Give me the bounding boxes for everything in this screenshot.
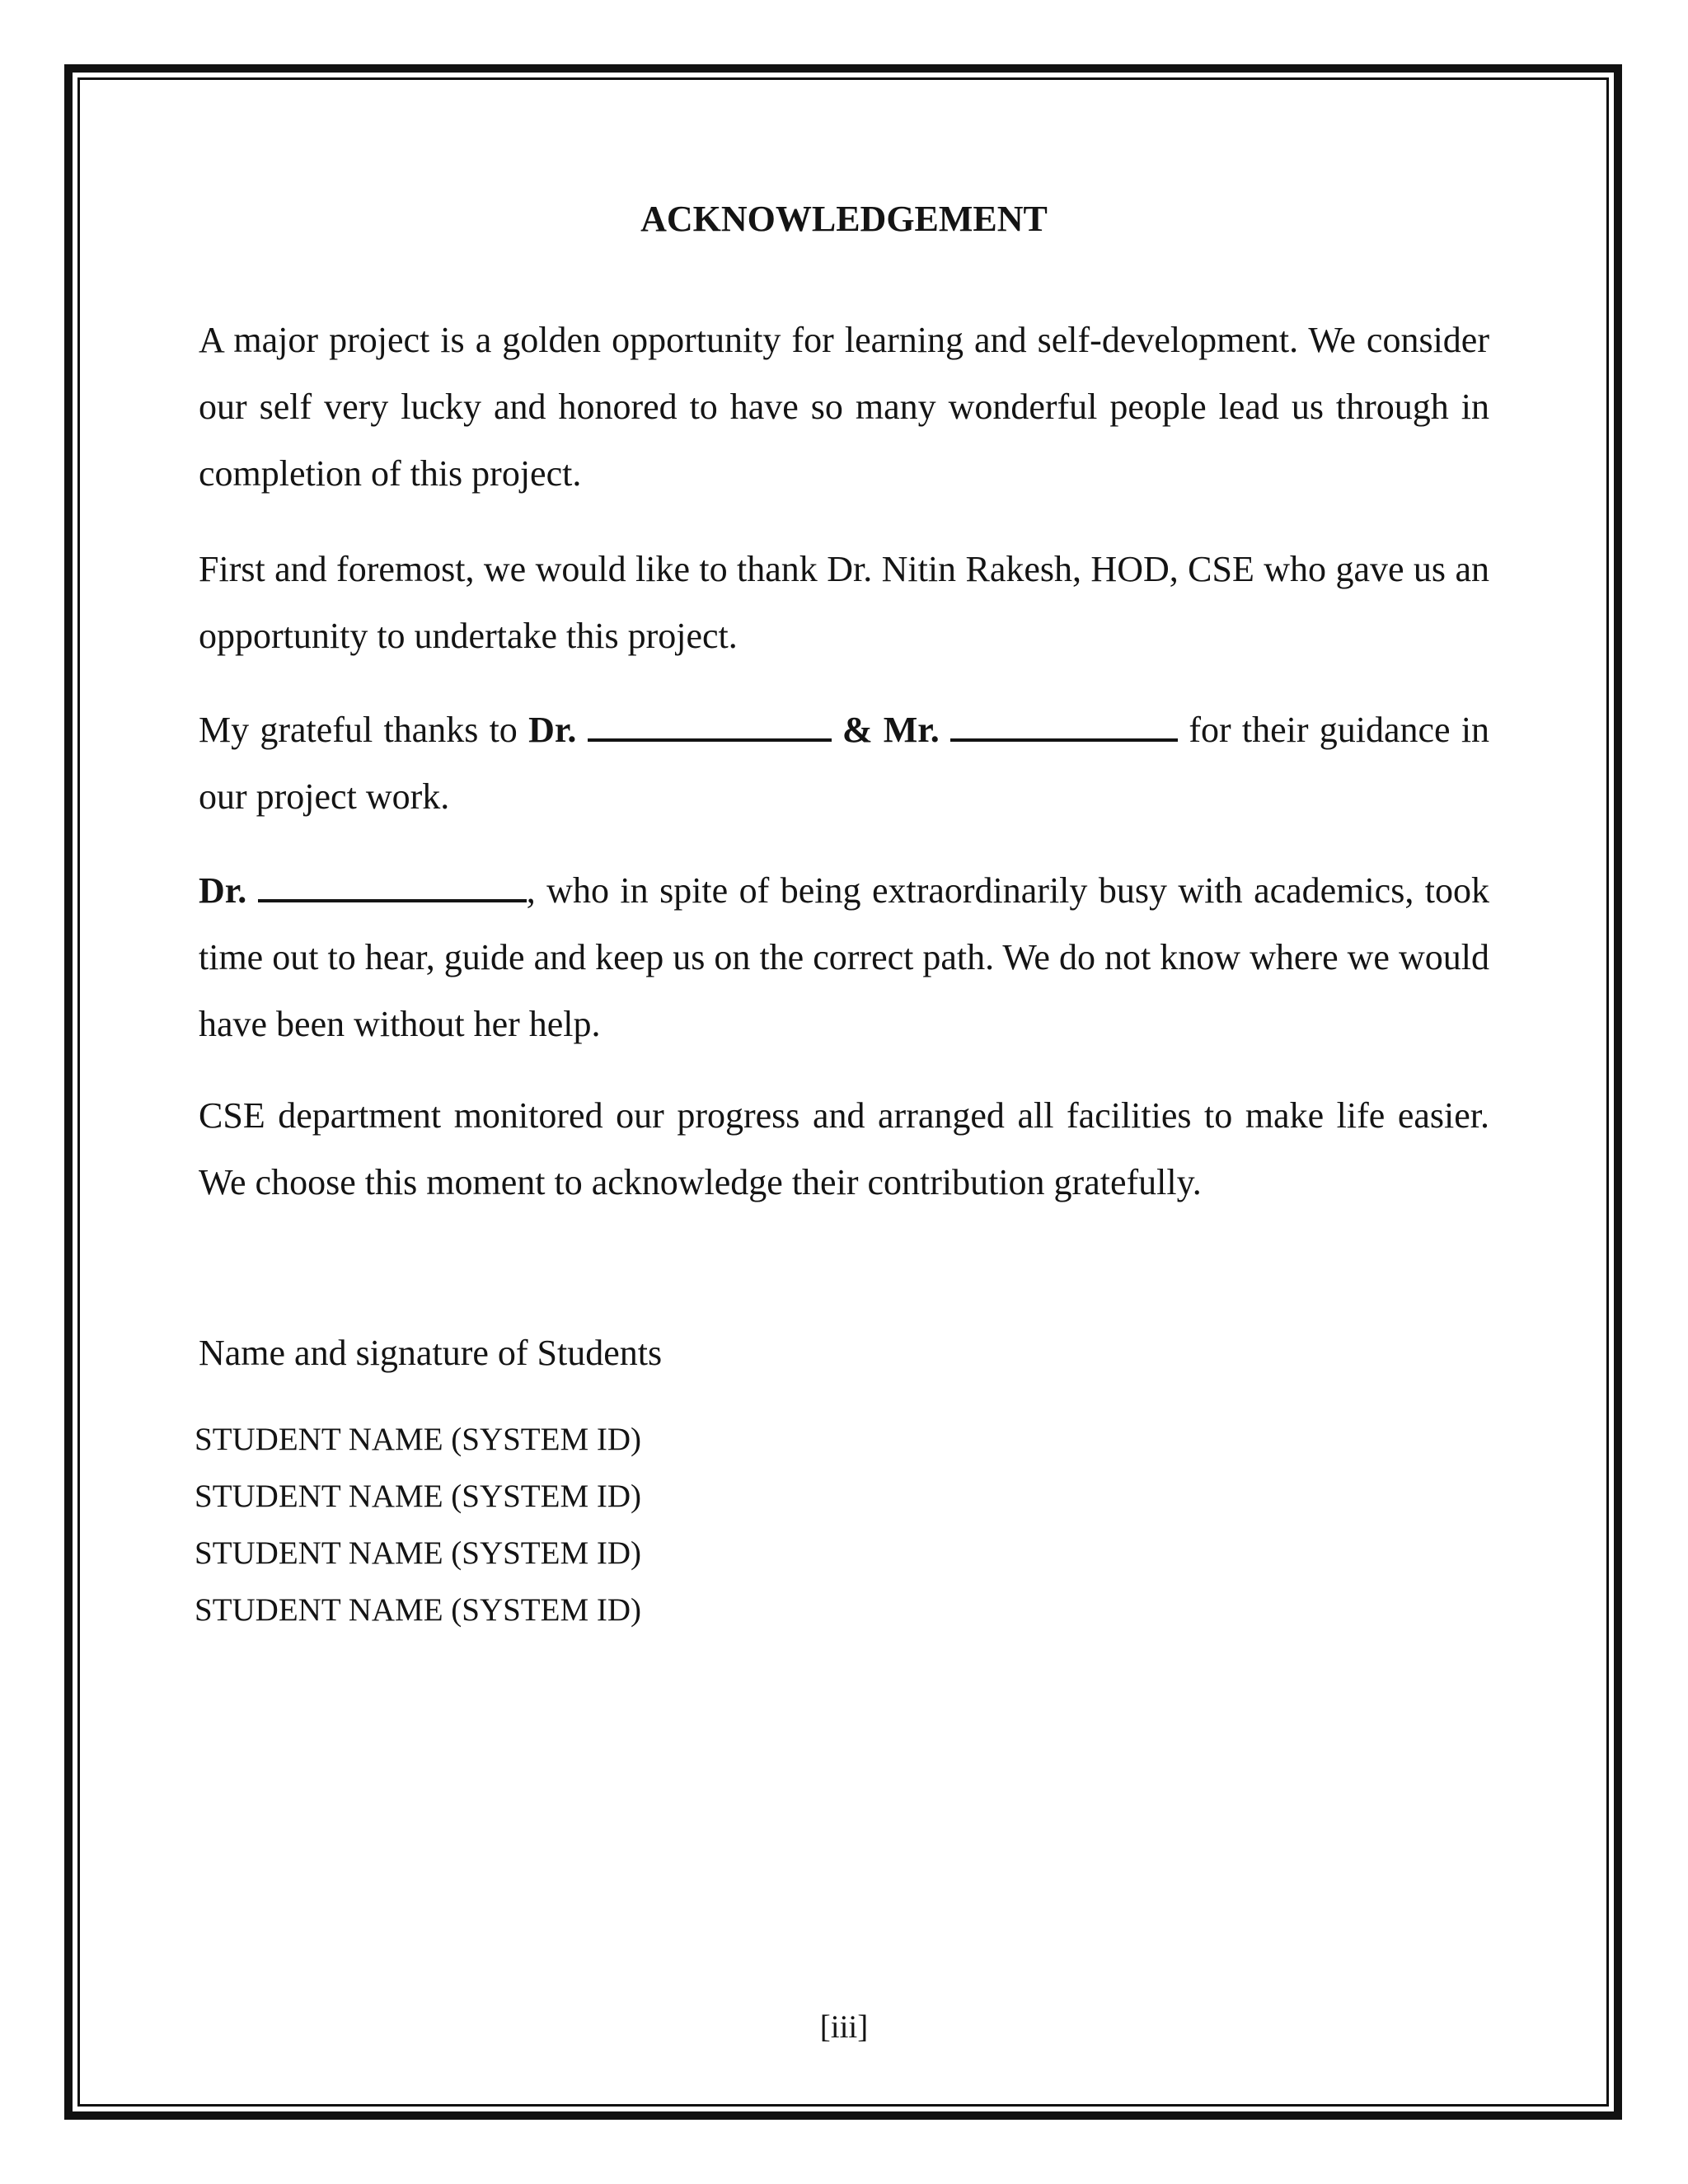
guide-mr-name-blank (950, 714, 1178, 742)
guide-dr-name-blank (588, 714, 832, 742)
student-list (195, 1411, 641, 1638)
guide-mr-label: & Mr. (842, 710, 940, 750)
student-entry: STUDENT NAME (SYSTEM ID) (195, 1422, 642, 1457)
page-title: ACKNOWLEDGEMENT (640, 199, 1048, 239)
page-number: [iii] (819, 2009, 869, 2045)
guide-dr-label: Dr. (528, 710, 577, 750)
paragraph-mentor-thanks (199, 857, 1489, 1057)
guides-suffix: for their guidance in our project work. (199, 710, 1490, 817)
paragraph-intro: A major project is a golden opportunity for learning and self-development. We consider our self very lucky and honored to have so many wonderful people lead us through in completion of this project. (199, 320, 1489, 494)
mentor-dr-label: Dr. (199, 870, 247, 911)
paragraph-guides-thanks (199, 696, 1489, 830)
mentor-suffix: , who in spite of being extraordinarily busy with academics, took time out to hear, guide and keep us on the correct path. We do not know where we would have been without her help. (199, 870, 1489, 1044)
student-entry: STUDENT NAME (SYSTEM ID) (195, 1535, 642, 1571)
mentor-dr-name-blank (258, 874, 527, 902)
paragraph-hod-thanks: First and foremost, we would like to thank Dr. Nitin Rakesh, HOD, CSE who gave us an opportunity to undertake this project. (199, 549, 1489, 656)
signature-heading: Name and signature of Students (199, 1333, 663, 1373)
student-entry: STUDENT NAME (SYSTEM ID) (195, 1592, 642, 1628)
guides-prefix: My grateful thanks to (199, 710, 529, 750)
student-entry: STUDENT NAME (SYSTEM ID) (195, 1479, 642, 1514)
paragraph-department-thanks: CSE department monitored our progress and arranged all facilities to make life easier. We choose this moment to acknowledge their contribution gratefully. (199, 1095, 1489, 1202)
